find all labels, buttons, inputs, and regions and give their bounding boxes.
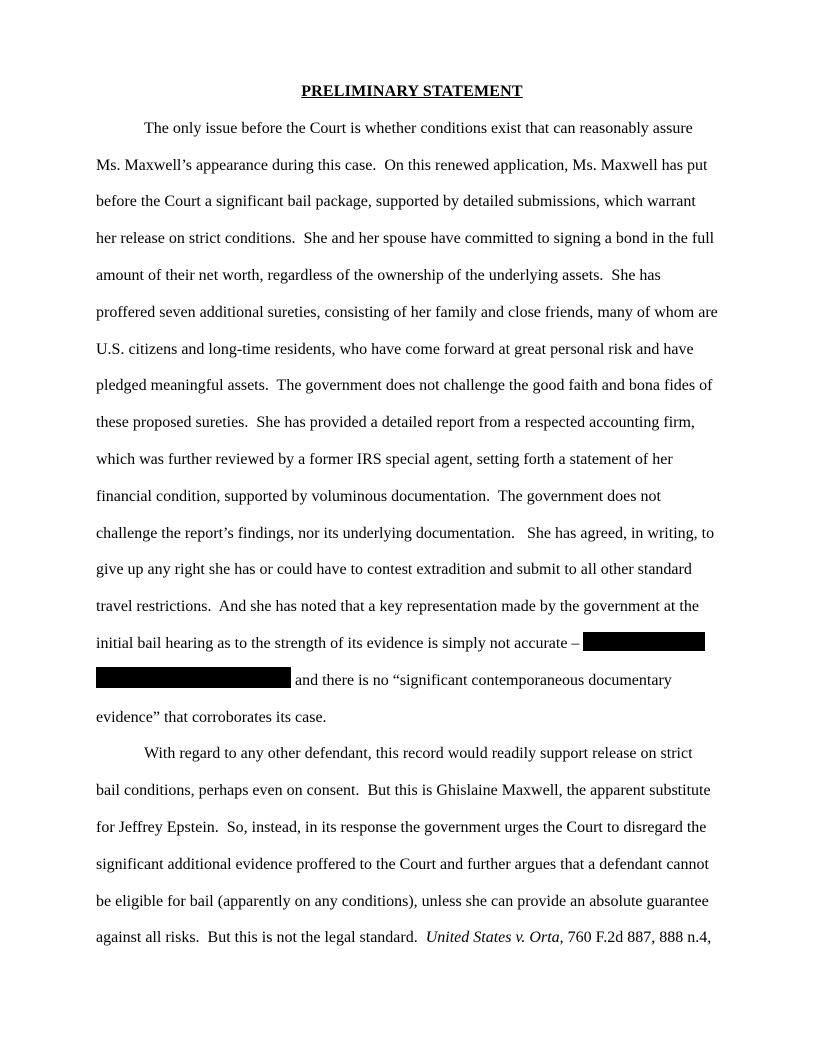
text-line [96,552,728,589]
text-segment: evidence” that corroborates its case. [96,708,327,726]
text-segment: initial bail hearing as to the strength of its evidence is simply not accurate – [96,634,584,652]
text-line [96,442,728,479]
text-segment: U.S. citizens and long-time residents, who have come forward at great personal risk and have [96,340,694,358]
text-line [96,148,728,185]
text-line [96,516,728,553]
text-line [96,479,728,516]
text-line [96,884,728,921]
text-line [96,111,728,148]
text-segment: these proposed sureties. She has provided a detailed report from a respected accounting firm, [96,414,695,432]
text-line [96,184,728,221]
text-segment: travel restrictions. And she has noted that a key representation made by the government at the [96,598,699,616]
text-segment: financial condition, supported by voluminous documentation. The government does not [96,487,661,505]
text-segment: bail conditions, perhaps even on consent. But this is Ghislaine Maxwell, the apparent substitute [96,782,711,800]
case-citation: United States v. Orta [425,929,560,947]
text-line [96,847,728,884]
text-line [96,221,728,258]
text-line [96,258,728,295]
text-line [96,332,728,369]
text-line [96,405,728,442]
text-segment: for Jeffrey Epstein. So, instead, in its response the government urges the Court to disregard the [96,818,707,836]
document-content [96,74,728,957]
text-segment: and there is no “significant contemporaneous documentary [291,671,672,689]
text-segment: challenge the report’s findings, nor its underlying documentation. She has agreed, in writing, to [96,524,715,542]
text-segment: which was further reviewed by a former IRS special agent, setting forth a statement of her [96,450,673,468]
text-segment: proffered seven additional sureties, consisting of her family and close friends, many of whom are [96,303,718,321]
text-segment: her release on strict conditions. She and her spouse have committed to signing a bond in the full [96,230,715,248]
text-segment: give up any right she has or could have to contest extradition and submit to all other standard [96,561,692,579]
text-segment: against all risks. But this is not the legal standard. [96,929,426,947]
text-line [96,810,728,847]
text-segment: , 760 F.2d 887, 888 n.4, [559,929,712,947]
document-body [96,111,728,957]
text-line [96,626,728,663]
text-segment: before the Court a significant bail package, supported by detailed submissions, which warrant [96,193,696,211]
text-line [96,920,728,957]
text-line [96,736,728,773]
text-line [96,295,728,332]
text-segment: With regard to any other defendant, this record would readily support release on strict [144,745,693,763]
text-segment: significant additional evidence proffered to the Court and further argues that a defendant cannot [96,855,709,873]
redaction-bar [96,667,291,688]
text-segment: be eligible for bail (apparently on any conditions), unless she can provide an absolute guarantee [96,892,709,910]
text-segment: pledged meaningful assets. The government does not challenge the good faith and bona fides of [96,377,713,395]
text-segment: The only issue before the Court is whether conditions exist that can reasonably assure [144,119,693,137]
redaction-bar [583,632,705,651]
text-line [96,589,728,626]
text-segment: Ms. Maxwell’s appearance during this case. On this renewed application, Ms. Maxwell has put [96,156,708,174]
text-line [96,773,728,810]
section-heading: PRELIMINARY STATEMENT [301,83,523,100]
text-line [96,368,728,405]
text-line [96,663,728,700]
text-segment: amount of their net worth, regardless of the ownership of the underlying assets. She has [96,266,661,284]
text-line [96,700,728,737]
